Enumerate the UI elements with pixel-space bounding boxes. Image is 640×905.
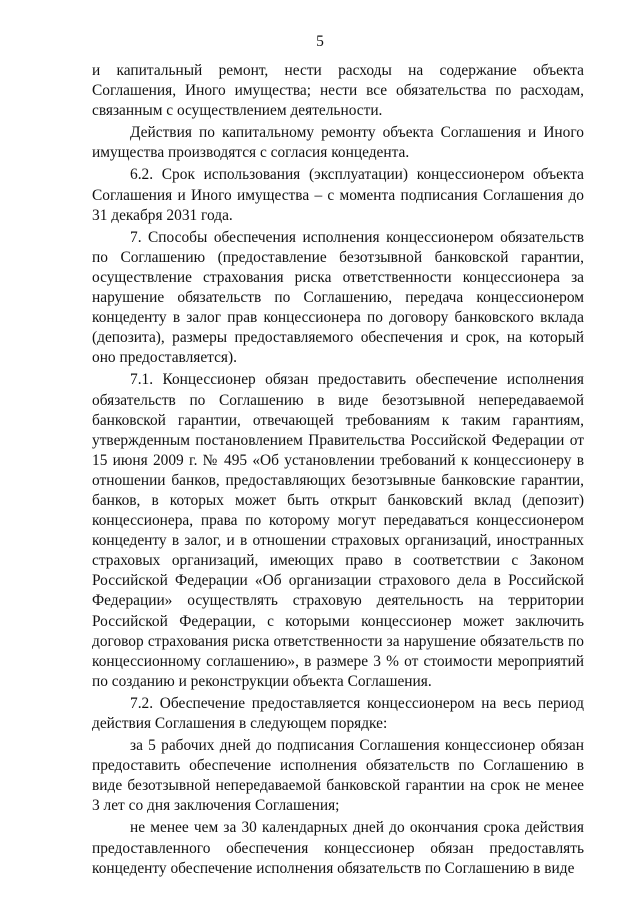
paragraph-7-2: 7.2. Обеспечение предоставляется концессионером на весь период действия Соглашения в следующем порядке: [92, 694, 584, 732]
paragraph-7: 7. Способы обеспечения исполнения концессионером обязательств по Соглашению (предоставление безотзывной банковской гарантии, осуществление страхования риска ответственности концессионера за нарушение обязательств по Соглашению, передача концессионером концеденту в залог прав концессионера по договору банковского вклада (депозита), размеры предоставляемого обеспечения и срок, на который оно предоставляется). [92, 228, 584, 367]
paragraph-7-1: 7.1. Концессионер обязан предоставить обеспечение исполнения обязательств по Соглашению в виде безотзывной непередаваемой банковской гарантии, отвечающей требованиям к таким гарантиям, утвержденным постановлением Правительства Российской Федерации от 15 июня 2009 г. № 495 «Об установлении требований к концессионеру в отношении банков, предоставляющих безотзывные банковские гарантии, банков, в которых может быть открыт банковский вклад (депозит) концессионера, права по которому могут передаваться концессионером концеденту в залог, и в отношении страховых организаций, иностранных страховых организаций, имеющих право в соответствии с Законом Российской Федерации «Об организации страхового дела в Российской Федерации» осуществлять страховую деятельность на территории Российской Федерации, с которыми концессионер может заключить договор страхования риска ответственности за нарушение обязательств по концессионному соглашению», в размере 3 % от стоимости мероприятий по созданию и реконструкции объекта Соглашения. [92, 371, 584, 690]
paragraph-continuation: и капитальный ремонт, нести расходы на содержание объекта Соглашения, Иного имущества; нести все обязательства по расходам, связанным с осуществлением деятельности. [92, 62, 584, 120]
paragraph-6-2: 6.2. Срок использования (эксплуатации) концессионером объекта Соглашения и Иного имущества – с момента подписания Соглашения до 31 декабря 2031 года. [92, 166, 584, 224]
page-number: 5 [316, 33, 324, 50]
paragraph-capital-repair: Действия по капитальному ремонту объекта Соглашения и Иного имущества производятся с согласия концедента. [92, 124, 584, 162]
paragraph-30-days: не менее чем за 30 календарных дней до окончания срока действия предоставленного обеспечения концессионер обязан предоставлять концеденту обеспечение исполнения обязательств по Соглашению в виде [92, 819, 584, 877]
document-body [92, 61, 584, 879]
paragraph-5-days: за 5 рабочих дней до подписания Соглашения концессионер обязан предоставить обеспечение исполнения обязательств по Соглашению в виде безотзывной непередаваемой банковской гарантии на срок не менее 3 лет со дня заключения Соглашения; [92, 737, 584, 815]
